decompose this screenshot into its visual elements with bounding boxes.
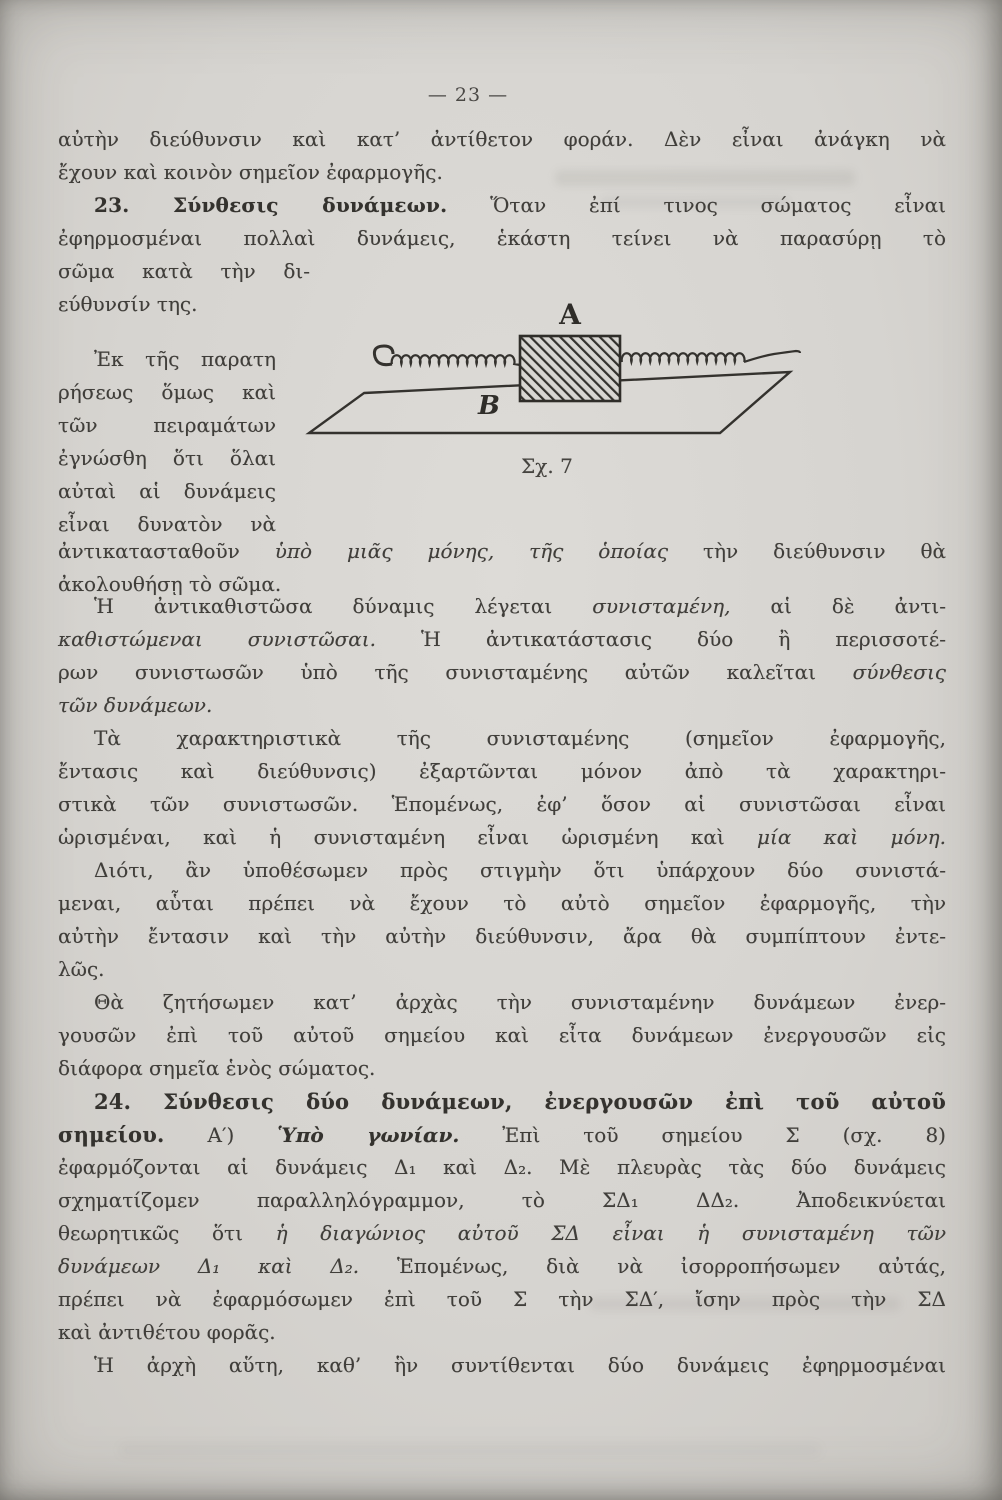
text-segment: διάφορα σημεῖα ἑνὸς σώματος. bbox=[58, 1056, 376, 1080]
text-segment: στικὰ τῶν συνιστωσῶν. Ἑπομένως, ἐφ’ ὅσον αἱ συνιστῶσαι εἶναι bbox=[58, 792, 946, 816]
left-anchor-hook bbox=[374, 346, 393, 365]
text-line bbox=[58, 1052, 946, 1085]
text-segment-italic: σύνθεσις bbox=[852, 660, 946, 684]
text-line bbox=[58, 1118, 946, 1151]
text-segment: ἔχουν καὶ κοινὸν σημεῖον ἐφαρμογῆς. bbox=[58, 160, 443, 184]
text-segment: Τὰ χαρακτηριστικὰ τῆς συνισταμένης (σημεῖον ἐφαρμογῆς, bbox=[94, 726, 946, 750]
text-line bbox=[58, 1349, 946, 1382]
text-line bbox=[58, 475, 276, 508]
text-line bbox=[58, 722, 946, 755]
text-line bbox=[58, 821, 946, 854]
text-segment: Ἐκ τῆς παρατη bbox=[94, 347, 276, 371]
text-line bbox=[58, 189, 946, 222]
scan-artifact bbox=[120, 1445, 820, 1455]
text-line bbox=[58, 255, 310, 288]
text-line bbox=[58, 920, 946, 953]
text-segment: Ἡ ἀντικατάστασις δύο ἢ περισσοτέ- bbox=[376, 627, 946, 651]
figure-caption: Σχ. 7 bbox=[521, 454, 573, 478]
text-segment-italic: δυνάμεων Δ₁ καὶ Δ₂. bbox=[58, 1254, 360, 1278]
text-segment: ἐγνώσθη ὅτι ὅλαι bbox=[58, 446, 276, 470]
text-segment: Ἡ ἀντικαθιστῶσα δύναμις λέγεται bbox=[94, 594, 593, 618]
text-segment: αὐταὶ αἱ δυνάμεις bbox=[58, 479, 276, 503]
text-segment: Ἡ ἀρχὴ αὕτη, καθ’ ἣν συντίθενται δύο δυνάμεις ἐφηρμοσμέναι bbox=[94, 1353, 946, 1377]
figure-7-illustration bbox=[292, 298, 802, 448]
section-23-wrap-lines bbox=[58, 255, 310, 321]
text-segment: ἐφηρμοσμέναι πολλαὶ δυνάμεις, ἑκάστη τείνει νὰ παρασύρῃ τὸ bbox=[58, 226, 946, 250]
block-hatched bbox=[520, 336, 620, 401]
text-line bbox=[58, 343, 276, 376]
text-segment: μεναι, αὗται πρέπει νὰ ἔχουν τὸ αὐτὸ σημεῖον ἐφαρμογῆς, τὴν bbox=[58, 891, 946, 915]
text-segment-italic: ὑπὸ μιᾶς μόνης, τῆς ὁποίας bbox=[274, 539, 669, 563]
page-number: — 23 — bbox=[427, 84, 509, 106]
text-line bbox=[58, 623, 946, 656]
text-segment: ἐφαρμόζονται αἱ δυνάμεις Δ₁ καὶ Δ₂. Μὲ πλευρὰς τὰς δύο δυνάμεις bbox=[58, 1155, 946, 1179]
text-line bbox=[58, 1184, 946, 1217]
text-segment: Α′) bbox=[164, 1123, 278, 1147]
text-line bbox=[58, 656, 946, 689]
text-line bbox=[58, 288, 310, 321]
paragraph-characteristics bbox=[58, 722, 946, 854]
text-segment: τὴν διεύθυνσιν θὰ bbox=[668, 539, 946, 563]
text-segment: ἔντασις καὶ διεύθυνσις) ἐξαρτῶνται μόνον ἀπὸ τὰ χαρακτηρι- bbox=[58, 759, 946, 783]
text-line bbox=[58, 755, 946, 788]
text-line bbox=[58, 156, 946, 189]
figure-label-a: A bbox=[559, 298, 581, 331]
text-line bbox=[58, 887, 946, 920]
right-spring-tail bbox=[744, 351, 800, 362]
text-segment-italic: συνισταμένη, bbox=[592, 594, 731, 618]
text-line bbox=[58, 1085, 946, 1118]
text-segment: σῶμα κατὰ τὴν δι- bbox=[58, 259, 310, 283]
text-segment: Ἐπὶ τοῦ σημείου Σ (σχ. 8) bbox=[459, 1123, 946, 1147]
text-segment: ρων συνιστωσῶν ὑπὸ τῆς συνισταμένης αὐτῶν καλεῖται bbox=[58, 660, 853, 684]
text-line bbox=[58, 123, 946, 156]
text-line bbox=[58, 409, 276, 442]
paragraph-principle bbox=[58, 1349, 946, 1382]
text-line bbox=[58, 442, 276, 475]
text-segment: θεωρητικῶς ὅτι bbox=[58, 1221, 276, 1245]
text-segment-italic: μία καὶ μόνη. bbox=[757, 825, 947, 849]
text-segment: τῶν πειραμάτων bbox=[58, 413, 276, 437]
text-segment: γουσῶν ἐπὶ τοῦ αὐτοῦ σημείου καὶ εἶτα δυνάμεων ἐνεργουσῶν εἰς bbox=[58, 1023, 946, 1047]
text-line bbox=[58, 788, 946, 821]
paragraph-resultant-definition bbox=[58, 590, 946, 722]
text-segment: πρέπει νὰ ἐφαρμόσωμεν ἐπὶ τοῦ Σ τὴν ΣΔ′, ἴσην πρὸς τὴν ΣΔ bbox=[58, 1287, 946, 1311]
text-line bbox=[58, 1217, 946, 1250]
text-line bbox=[58, 1250, 946, 1283]
paragraph-intro bbox=[58, 123, 946, 189]
text-line bbox=[58, 689, 946, 722]
text-line bbox=[58, 854, 946, 887]
paragraph-plan bbox=[58, 986, 946, 1085]
text-segment: αἱ δὲ ἀντι- bbox=[730, 594, 946, 618]
text-segment: ἀκολουθήσῃ τὸ σῶμα. bbox=[58, 572, 282, 596]
text-segment: ὡρισμέναι, καὶ ἡ συνισταμένη εἶναι ὡρισμένη καὶ bbox=[58, 825, 758, 849]
text-segment: εἶναι δυνατὸν νὰ bbox=[58, 512, 276, 536]
text-segment: Ἑπομένως, διὰ νὰ ἰσορροπήσωμεν αὐτάς, bbox=[359, 1254, 947, 1278]
text-segment: Διότι, ἂν ὑποθέσωμεν πρὸς στιγμὴν ὅτι ὑπάρχουν δύο συνιστά- bbox=[94, 858, 946, 882]
section-23-heading: 23. Σύνθεσις δυνάμεων. bbox=[94, 193, 448, 217]
text-segment: ἀντικατασταθοῦν bbox=[58, 539, 275, 563]
text-line bbox=[58, 1151, 946, 1184]
text-line bbox=[58, 953, 946, 986]
section-24-heading-cont: σημείου. bbox=[58, 1122, 165, 1147]
text-line bbox=[58, 986, 946, 1019]
text-segment-italic: τῶν δυνάμεων. bbox=[58, 693, 213, 717]
paragraph-uniqueness-proof bbox=[58, 854, 946, 986]
text-segment: αὐτὴν διεύθυνσιν καὶ κατ’ ἀντίθετον φοράν. Δὲν εἶναι ἀνάγκη νὰ bbox=[58, 127, 946, 151]
text-segment: σχηματίζομεν παραλληλόγραμμον, τὸ ΣΔ₁ ΔΔ₂. Ἀποδεικνύεται bbox=[58, 1188, 946, 1212]
text-segment: αὐτὴν ἔντασιν καὶ τὴν αὐτὴν διεύθυνσιν, ἄρα θὰ συμπίπτουν ἐντε- bbox=[58, 924, 946, 948]
figure-7 bbox=[292, 298, 802, 498]
text-segment: ρήσεως ὅμως καὶ bbox=[58, 380, 276, 404]
subheading-under-angle: Ὑπὸ γωνίαν. bbox=[277, 1123, 460, 1147]
section-24-paragraph bbox=[58, 1085, 946, 1349]
text-line bbox=[58, 535, 946, 568]
text-segment: εύθυνσίν της. bbox=[58, 292, 198, 316]
text-line bbox=[58, 222, 946, 255]
text-line bbox=[58, 1316, 946, 1349]
text-segment: Θὰ ζητήσωμεν κατ’ ἀρχὰς τὴν συνισταμένην δυνάμεων ἐνερ- bbox=[94, 990, 946, 1014]
text-segment: καὶ ἀντιθέτου φορᾶς. bbox=[58, 1320, 276, 1344]
text-line bbox=[58, 376, 276, 409]
paragraph-beside-figure bbox=[58, 343, 276, 541]
text-line bbox=[58, 590, 946, 623]
text-segment: Ὅταν ἐπί τινος σώματος εἶναι bbox=[447, 193, 946, 217]
right-spring bbox=[622, 353, 745, 362]
section-24-heading: 24. Σύνθεσις δύο δυνάμεων, ἐνεργουσῶν ἐπὶ τοῦ αὐτοῦ bbox=[94, 1089, 946, 1114]
text-segment-italic: καθιστώμεναι συνιστῶσαι. bbox=[58, 627, 377, 651]
text-segment-italic: ἡ διαγώνιος αὐτοῦ ΣΔ εἶναι ἡ συνισταμένη τῶν bbox=[275, 1221, 947, 1245]
text-line bbox=[58, 1283, 946, 1316]
text-line bbox=[58, 1019, 946, 1052]
left-spring bbox=[392, 355, 520, 365]
figure-label-b: B bbox=[478, 391, 500, 421]
text-segment: λῶς. bbox=[58, 957, 105, 981]
section-23-paragraph bbox=[58, 189, 946, 255]
